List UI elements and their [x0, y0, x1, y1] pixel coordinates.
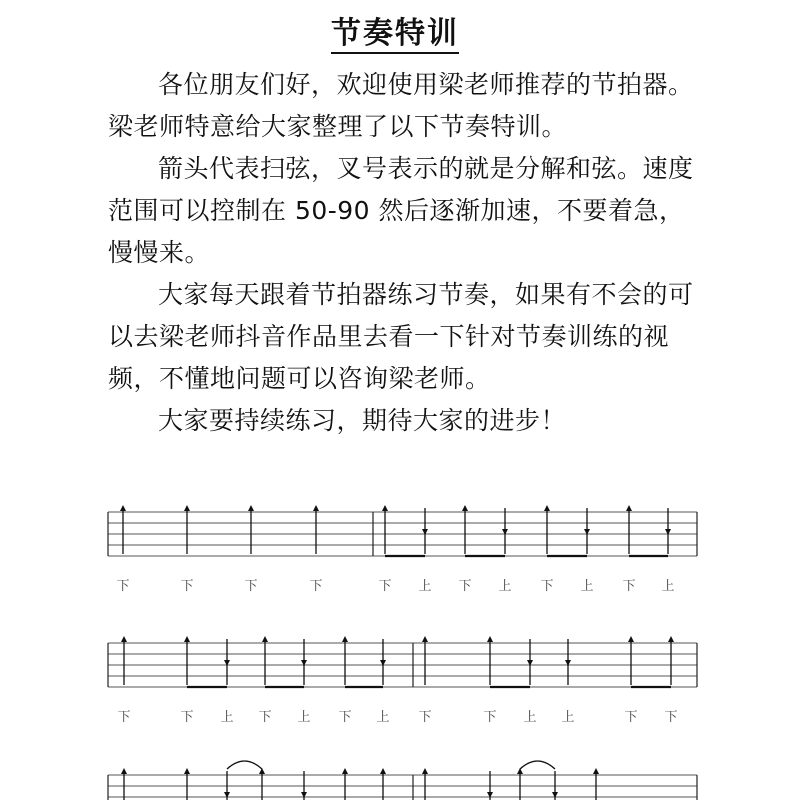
up-label: 上 — [376, 710, 390, 725]
down-arrow-icon — [121, 768, 127, 774]
up-label: 上 — [661, 579, 675, 594]
paragraph-closing: 大家要持续练习，期待大家的进步！ — [158, 406, 567, 435]
down-label: 下 — [338, 710, 352, 725]
down-label: 下 — [244, 579, 258, 594]
down-label: 下 — [483, 710, 497, 725]
rhythm-row-3 — [108, 761, 697, 800]
tie-arc — [520, 761, 555, 769]
down-arrow-icon — [422, 768, 428, 774]
rhythm-row-2 — [108, 636, 697, 725]
down-label: 下 — [180, 579, 194, 594]
down-arrow-icon — [121, 636, 127, 642]
down-label: 下 — [309, 579, 323, 594]
down-arrow-icon — [593, 768, 599, 774]
paragraph-practice: 大家每天跟着节拍器练习节奏，如果有不会的可以去梁老师抖音作品里去看一下针对节奏训练的视频，不懂地问题可以咨询梁老师。 — [108, 280, 694, 393]
tie-arc — [227, 761, 262, 769]
paragraph-greeting: 各位朋友们好，欢迎使用梁老师推荐的节拍器。梁老师特意给大家整理了以下节奏特训。 — [108, 70, 694, 141]
down-label: 下 — [117, 710, 131, 725]
down-label: 下 — [622, 579, 636, 594]
down-arrow-icon — [184, 768, 190, 774]
down-arrow-icon — [248, 505, 254, 511]
down-label: 下 — [116, 579, 130, 594]
down-arrow-icon — [487, 636, 493, 642]
up-label: 上 — [498, 579, 512, 594]
down-label: 下 — [540, 579, 554, 594]
down-arrow-icon — [342, 768, 348, 774]
up-label: 上 — [523, 710, 537, 725]
down-label: 下 — [624, 710, 638, 725]
down-label: 下 — [418, 710, 432, 725]
down-arrow-icon — [544, 505, 550, 511]
down-arrow-icon — [380, 768, 386, 774]
rhythm-row-1 — [108, 505, 697, 594]
down-arrow-icon — [462, 505, 468, 511]
down-arrow-icon — [262, 636, 268, 642]
down-arrow-icon — [184, 505, 190, 511]
down-label: 下 — [458, 579, 472, 594]
down-arrow-icon — [382, 505, 388, 511]
down-arrow-icon — [668, 636, 674, 642]
up-label: 上 — [220, 710, 234, 725]
down-arrow-icon — [184, 636, 190, 642]
up-label: 上 — [580, 579, 594, 594]
down-label: 下 — [378, 579, 392, 594]
down-arrow-icon — [628, 636, 634, 642]
down-label: 下 — [258, 710, 272, 725]
down-arrow-icon — [422, 636, 428, 642]
title-text: 节奏特训 — [331, 16, 459, 54]
down-arrow-icon — [313, 505, 319, 511]
up-label: 上 — [561, 710, 575, 725]
up-label: 上 — [418, 579, 432, 594]
down-label: 下 — [664, 710, 678, 725]
down-arrow-icon — [342, 636, 348, 642]
up-label: 上 — [297, 710, 311, 725]
down-label: 下 — [180, 710, 194, 725]
down-arrow-icon — [626, 505, 632, 511]
down-arrow-icon — [120, 505, 126, 511]
paragraph-legend: 箭头代表扫弦，叉号表示的就是分解和弦。速度范围可以控制在 50-90 然后逐渐加速，不要着急，慢慢来。 — [108, 154, 694, 267]
